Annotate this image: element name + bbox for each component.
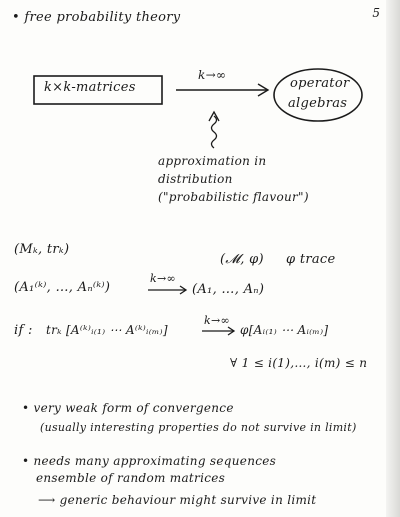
approximation-note-1: approximation in [158,154,267,168]
trace-note: φ trace [286,252,336,267]
if-lhs: trₖ [A⁽ᵏ⁾ᵢ₍₁₎ ⋯ A⁽ᵏ⁾ᵢ₍ₘ₎] [46,323,168,337]
matrix-pair: (Mₖ, trₖ) [14,242,70,257]
bullet-1-line-1: • very weak form of convergence [22,401,234,415]
heading: • free probability theory [12,10,181,25]
if-arrow-label: k→∞ [204,314,230,327]
squiggle-arrow [212,116,217,148]
approximation-note-3: ("probabilistic flavour") [158,190,309,204]
matrix-tuple: (A₁⁽ᵏ⁾, …, Aₙ⁽ᵏ⁾) [14,280,111,295]
algebras-label: algebras [288,96,348,111]
operator-label: operator [290,76,350,91]
limit-tuple: (A₁, …, Aₙ) [192,282,265,297]
matrices-label: k×k-matrices [44,80,136,95]
bullet-2-line-2: ensemble of random matrices [36,471,226,485]
page-number: 5 [372,6,380,20]
bullet-1-line-2: (usually interesting properties do not survive in limit) [40,421,357,434]
tuple-arrow-label: k→∞ [150,272,176,285]
forall-condition: ∀ 1 ≤ i(1),…, i(m) ≤ n [230,356,368,370]
approximation-note-2: distribution [158,172,233,186]
algebra-pair: (𝓜, φ) [220,252,264,267]
if-rhs: φ[Aᵢ₍₁₎ ⋯ Aᵢ₍ₘ₎] [240,323,329,337]
limit-arrow-label: k→∞ [198,68,227,82]
bullet-2-line-3: ⟶ generic behaviour might survive in limit [38,493,317,507]
if-label: if : [14,323,33,338]
bullet-2-line-1: • needs many approximating sequences [22,454,277,468]
